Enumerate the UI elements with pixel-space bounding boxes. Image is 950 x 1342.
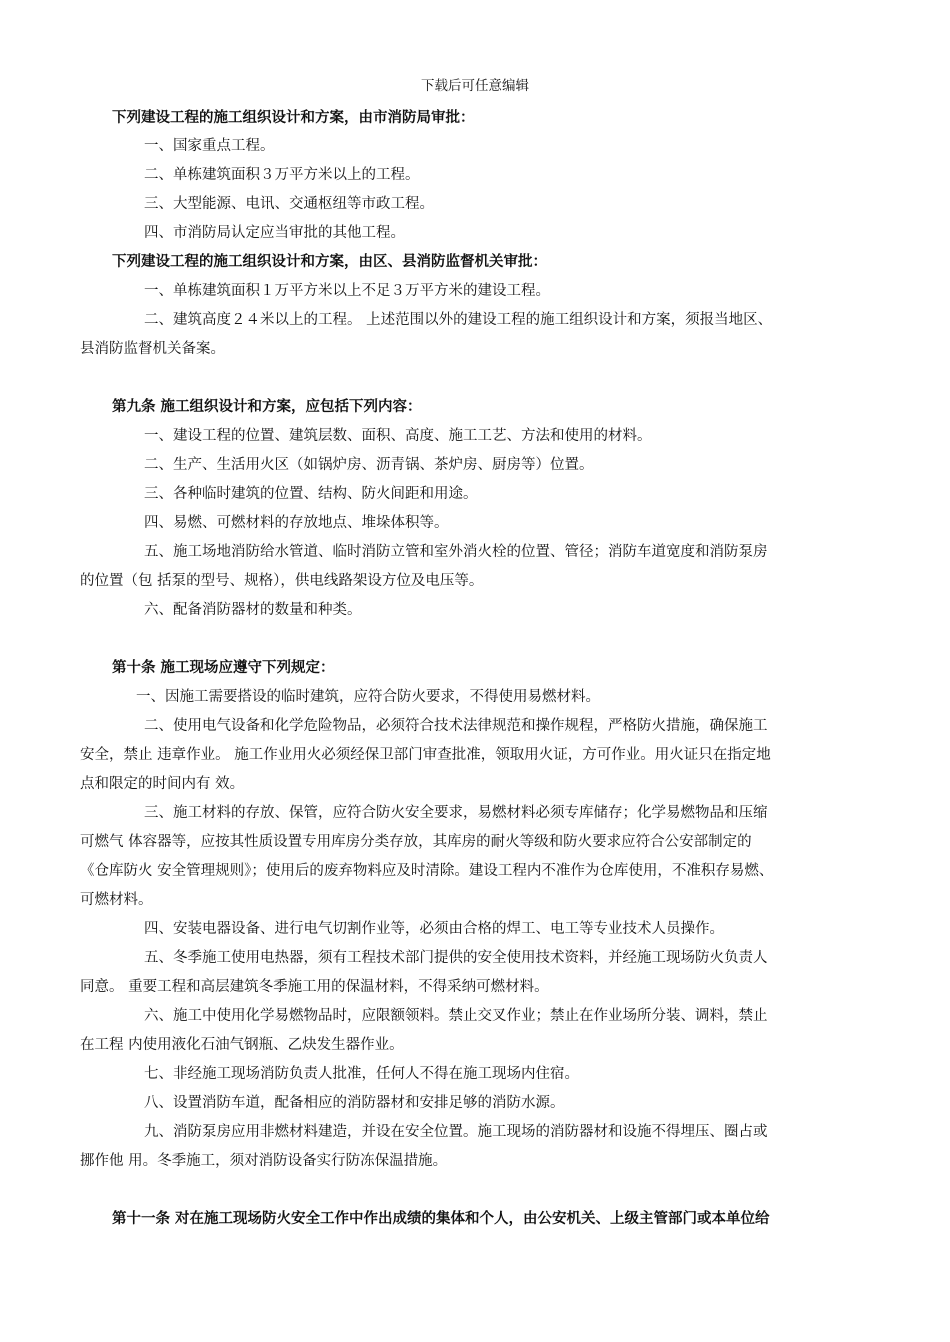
list-item: 四、市消防局认定应当审批的其他工程。 xyxy=(144,225,405,241)
list-item: 五、施工场地消防给水管道、临时消防立管和室外消火栓的位置、管径；消防车道宽度和消防泵房 xyxy=(144,544,768,560)
list-item: 一、单栋建筑面积１万平方米以上不足３万平方米的建设工程。 xyxy=(144,283,550,299)
list-item: 一、建设工程的位置、建筑层数、面积、高度、施工工艺、方法和使用的材料。 xyxy=(144,428,652,444)
list-item-continuation: 的位置（包 括泵的型号、规格），供电线路架设方位及电压等。 xyxy=(80,573,484,589)
list-item: 二、使用电气设备和化学危险物品，必须符合技术法律规范和操作规程，严格防火措施，确保施工 xyxy=(144,718,768,734)
article-10-heading: 第十条 施工现场应遵守下列规定： xyxy=(112,659,335,676)
list-item-continuation: 同意。 重要工程和高层建筑冬季施工用的保温材料，不得采纳可燃材料。 xyxy=(80,979,549,995)
list-item-continuation: 点和限定的时间内有 效。 xyxy=(80,776,245,792)
list-item: 四、易燃、可燃材料的存放地点、堆垛体积等。 xyxy=(144,515,449,531)
list-item: 一、因施工需要搭设的临时建筑，应符合防火要求，不得使用易燃材料。 xyxy=(136,689,600,705)
list-item-continuation: 挪作他 用。冬季施工，须对消防设备实行防冻保温措施。 xyxy=(80,1153,448,1169)
list-item: 一、国家重点工程。 xyxy=(144,138,275,154)
page-header: 下载后可任意编辑 xyxy=(421,78,529,94)
list-item: 六、配备消防器材的数量和种类。 xyxy=(144,602,362,618)
list-item: 二、单栋建筑面积３万平方米以上的工程。 xyxy=(144,167,420,183)
list-item: 六、施工中使用化学易燃物品时，应限额领料。禁止交叉作业；禁止在作业场所分装、调料，禁止 xyxy=(144,1008,768,1024)
list-item: 三、大型能源、电讯、交通枢纽等市政工程。 xyxy=(144,196,434,212)
section-heading-city: 下列建设工程的施工组织设计和方案，由市消防局审批： xyxy=(112,109,475,126)
list-item: 二、生产、生活用火区（如锅炉房、沥青锅、茶炉房、厨房等）位置。 xyxy=(144,457,594,473)
list-item: 七、非经施工现场消防负责人批准，任何人不得在施工现场内住宿。 xyxy=(144,1066,579,1082)
list-item: 三、各种临时建筑的位置、结构、防火间距和用途。 xyxy=(144,486,478,502)
list-item: 四、安装电器设备、进行电气切割作业等，必须由合格的焊工、电工等专业技术人员操作。 xyxy=(144,921,724,937)
list-item-continuation: 县消防监督机关备案。 xyxy=(80,341,225,357)
list-item-continuation: 可燃材料。 xyxy=(80,892,153,908)
list-item-continuation: 安全，禁止 违章作业。 施工作业用火必须经保卫部门审查批准，领取用火证，方可作业。用火证只在指定地 xyxy=(80,747,771,763)
list-item: 八、设置消防车道，配备相应的消防器材和安排足够的消防水源。 xyxy=(144,1095,565,1111)
list-item: 二、建筑高度２４米以上的工程。 上述范围以外的建设工程的施工组织设计和方案，须报当地区、 xyxy=(144,312,773,328)
list-item: 九、消防泵房应用非燃材料建造，并设在安全位置。施工现场的消防器材和设施不得埋压、圈占或 xyxy=(144,1124,768,1140)
article-11-heading: 第十一条 对在施工现场防火安全工作中作出成绩的集体和个人，由公安机关、上级主管部门或本单位给 xyxy=(112,1210,770,1227)
section-heading-county: 下列建设工程的施工组织设计和方案，由区、县消防监督机关审批： xyxy=(112,253,547,270)
list-item: 三、施工材料的存放、保管，应符合防火安全要求，易燃材料必须专库储存；化学易燃物品和压缩 xyxy=(144,805,768,821)
list-item-continuation: 《仓库防火 安全管理规则》；使用后的废弃物料应及时清除。建设工程内不准作为仓库使用，不准积存易燃、 xyxy=(80,863,774,879)
list-item-continuation: 在工程 内使用液化石油气钢瓶、乙炔发生器作业。 xyxy=(80,1037,404,1053)
article-9-heading: 第九条 施工组织设计和方案，应包括下列内容： xyxy=(112,398,422,415)
list-item-continuation: 可燃气 体容器等，应按其性质设置专用库房分类存放，其库房的耐火等级和防火要求应符合公安部制定的 xyxy=(80,834,752,850)
list-item: 五、冬季施工使用电热器，须有工程技术部门提供的安全使用技术资料，并经施工现场防火负责人 xyxy=(144,950,768,966)
